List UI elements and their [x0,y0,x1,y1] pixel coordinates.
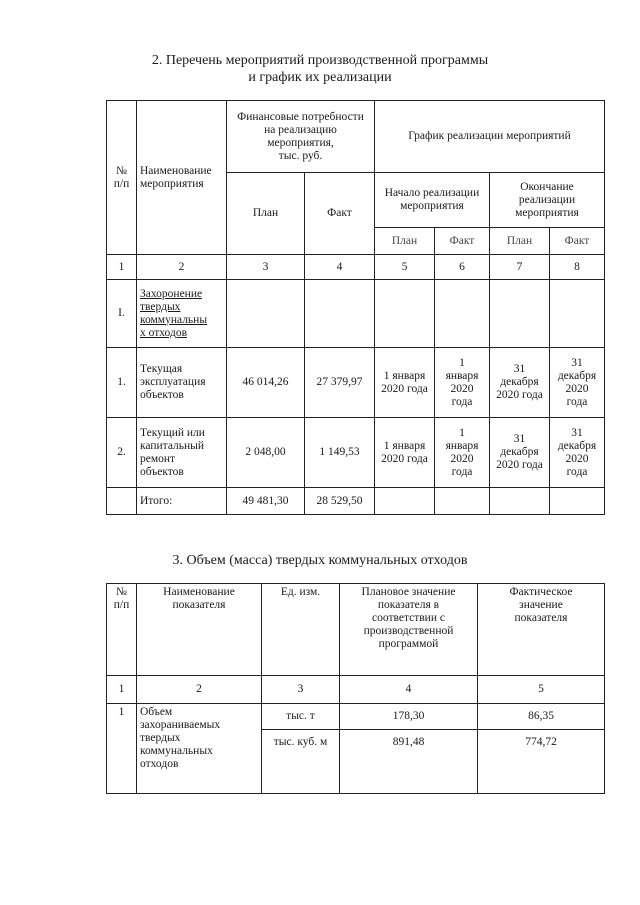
empty-cell [435,488,490,515]
table-row [107,418,605,488]
row-start-plan: 1 января 2020 года [375,348,435,418]
table-row-section [107,280,605,348]
header-num: № п/п [107,101,137,255]
total-row [107,488,605,515]
header-name: Наименование мероприятия [137,101,227,255]
section-name: Захоронение твердых коммунальны х отходов [137,280,227,348]
empty-cell [375,280,435,348]
row-name: Текущая эксплуатация объектов [137,348,227,418]
t2-row-fact: 86,35 [478,704,605,730]
empty-cell [550,488,605,515]
empty-cell [490,280,550,348]
col-number: 5 [478,676,605,704]
header-end: Окончание реализации мероприятия [490,173,605,228]
col-number: 2 [137,676,262,704]
header-start: Начало реализации мероприятия [375,173,490,228]
t2-row-plan: 178,30 [340,704,478,730]
row-num: 1. [107,348,137,418]
t2-header-unit: Ед. изм. [262,584,340,676]
t2-row-plan: 891,48 [340,730,478,794]
row-plan: 2 048,00 [227,418,305,488]
header-fact: Факт [305,173,375,255]
t2-row-unit: тыс. т [262,704,340,730]
header-end-fact: Факт [550,228,605,255]
t2-row-fact: 774,72 [478,730,605,794]
col-number: 1 [107,255,137,280]
row-end-plan: 31 декабря 2020 года [490,418,550,488]
empty-cell [375,488,435,515]
column-number-row [107,255,605,280]
t2-row-name: Объем захораниваемых твердых коммунальных отходов [137,704,262,794]
header-schedule: График реализации мероприятий [375,101,605,173]
row-end-plan: 31 декабря 2020 года [490,348,550,418]
col-number: 7 [490,255,550,280]
col-number: 6 [435,255,490,280]
col-number: 2 [137,255,227,280]
header-start-fact: Факт [435,228,490,255]
section3-title: 3. Объем (масса) твердых коммунальных отходов [172,553,468,568]
empty-cell [435,280,490,348]
header-start-plan: План [375,228,435,255]
row-end-fact: 31 декабря 2020 года [550,418,605,488]
table-row [107,704,605,730]
empty-cell [305,280,375,348]
section2-title-line2: и график их реализации [248,70,392,85]
row-plan: 46 014,26 [227,348,305,418]
t2-header-plan: Плановое значение показателя в соответствии с производственной программой [340,584,478,676]
empty-cell [107,488,137,515]
empty-cell [550,280,605,348]
t2-header-fact: Фактическое значение показателя [478,584,605,676]
col-number: 3 [262,676,340,704]
col-number: 1 [107,676,137,704]
col-number: 4 [340,676,478,704]
row-fact: 1 149,53 [305,418,375,488]
t2-header-name: Наименование показателя [137,584,262,676]
col-number: 8 [550,255,605,280]
total-plan: 49 481,30 [227,488,305,515]
row-end-fact: 31 декабря 2020 года [550,348,605,418]
table-row [107,348,605,418]
col-number: 3 [227,255,305,280]
col-number: 4 [305,255,375,280]
row-start-fact: 1 января 2020 года [435,418,490,488]
row-start-fact: 1 января 2020 года [435,348,490,418]
section2-title-line1: 2. Перечень мероприятий производственной программы [151,53,489,68]
col-number: 5 [375,255,435,280]
header-end-plan: План [490,228,550,255]
row-start-plan: 1 января 2020 года [375,418,435,488]
row-num: 2. [107,418,137,488]
header-plan: План [227,173,305,255]
empty-cell [490,488,550,515]
section2-title [0,52,640,86]
total-label: Итого: [137,488,227,515]
activities-table [106,100,605,515]
section-num: I. [107,280,137,348]
t2-row-num: 1 [107,704,137,794]
waste-volume-table [106,583,605,794]
t2-row-unit: тыс. куб. м [262,730,340,794]
total-fact: 28 529,50 [305,488,375,515]
empty-cell [227,280,305,348]
header-finance: Финансовые потребности на реализацию мероприятия, тыс. руб. [227,101,375,173]
row-fact: 27 379,97 [305,348,375,418]
t2-header-num: № п/п [107,584,137,676]
t2-column-number-row [107,676,605,704]
row-name: Текущий или капитальный ремонт объектов [137,418,227,488]
